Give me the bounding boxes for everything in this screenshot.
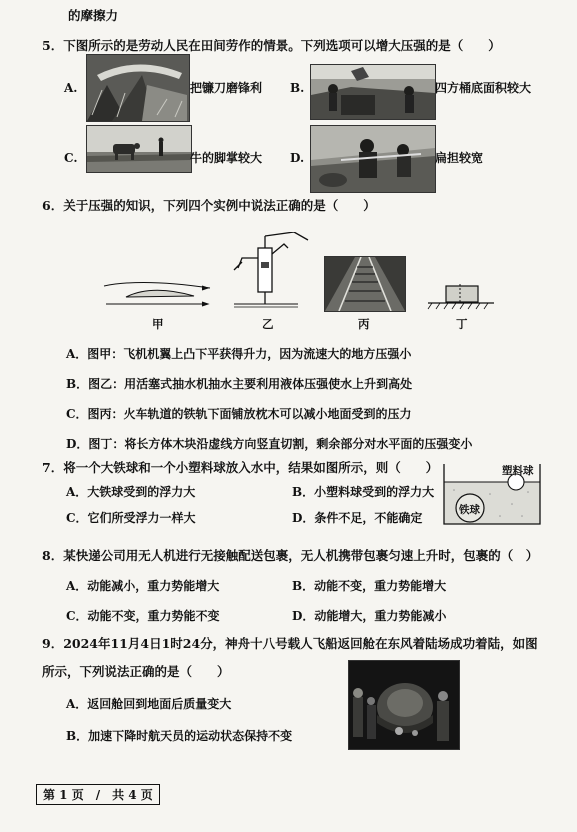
ox-plowing-image <box>87 126 191 172</box>
return-capsule-image <box>349 661 459 749</box>
q6-option-c[interactable]: C．图丙：火车轨道的铁轨下面铺放枕木可以减小地面受到的压力 <box>66 407 412 421</box>
q5-photo-d-pole <box>310 125 436 193</box>
q8-option-d[interactable]: D．动能增大，重力势能减小 <box>292 609 447 623</box>
q7-option-b[interactable]: B．小塑料球受到的浮力大 <box>292 485 435 499</box>
q5-option-b-text[interactable]: 四方桶底面积较大 <box>435 81 532 95</box>
q5-option-d-letter[interactable]: D. <box>290 151 305 165</box>
q7-stem: 7．将一个大铁球和一个小塑料球放入水中，结果如图所示，则（ ） <box>42 460 439 475</box>
q6-wing-figure <box>102 280 212 310</box>
q6-caption-bing: 丙 <box>358 317 370 331</box>
q8-option-c[interactable]: C．动能不变，重力势能不变 <box>66 609 220 623</box>
q5-option-c-text[interactable]: 牛的脚掌较大 <box>190 151 263 165</box>
q6-option-d[interactable]: D．图丁：将长方体木块沿虚线方向竖直切割，剩余部分对水平面的压强变小 <box>66 437 473 451</box>
carrying-pole-image <box>311 126 435 192</box>
q8-option-a[interactable]: A．动能减小，重力势能增大 <box>66 579 220 593</box>
threshing-bucket-image <box>311 65 435 119</box>
q9-stem-line1: 9．2024年11月4日1时24分，神舟十八号载人飞船返回舱在东风着陆场成功着陆，如图 <box>42 636 538 651</box>
q6-pump-figure <box>228 232 314 314</box>
q5-option-a-letter[interactable]: A. <box>64 81 78 95</box>
q5-option-b-letter[interactable]: B. <box>290 81 305 95</box>
q8-stem: 8．某快递公司用无人机进行无接触配送包裹，无人机携带包裹匀速上升时，包裹的（ ） <box>42 548 539 563</box>
q6-block-figure <box>424 284 498 314</box>
q6-caption-yi: 乙 <box>262 317 274 331</box>
q9-stem-line2: 所示，下列说法正确的是（ ） <box>42 664 230 679</box>
q7-option-a[interactable]: A．大铁球受到的浮力大 <box>66 485 196 499</box>
page-number-footer: 第 1 页 / 共 4 页 <box>36 784 160 805</box>
q6-option-a[interactable]: A．图甲：飞机机翼上凸下平获得升力，因为流速大的地方压强小 <box>66 347 412 361</box>
q6-rail-figure <box>324 256 406 312</box>
previous-question-tail: 的摩擦力 <box>68 8 119 23</box>
q5-stem: 5．下图所示的是劳动人民在田间劳作的情景。下列选项可以增大压强的是（ ） <box>42 38 501 53</box>
q6-option-b[interactable]: B．图乙：用活塞式抽水机抽水主要利用液体压强使水上升到高处 <box>66 377 413 391</box>
q7-label-plastic-ball: 塑料球 <box>502 465 534 477</box>
q5-photo-a-sickle <box>86 54 190 122</box>
q9-option-a[interactable]: A．返回舱回到地面后质量变大 <box>66 697 232 711</box>
q5-photo-b-bucket <box>310 64 436 120</box>
q7-label-iron-ball: 铁球 <box>459 504 480 516</box>
q5-option-a-text[interactable]: 把镰刀磨锋利 <box>190 81 263 95</box>
q6-caption-ding: 丁 <box>456 317 468 331</box>
q7-option-d[interactable]: D．条件不足，不能确定 <box>292 511 423 525</box>
railway-track-image <box>325 257 405 311</box>
q9-option-b[interactable]: B．加速下降时航天员的运动状态保持不变 <box>66 729 293 743</box>
q6-caption-jia: 甲 <box>152 317 164 331</box>
q8-option-b[interactable]: B．动能不变，重力势能增大 <box>292 579 447 593</box>
sickle-sharpening-image <box>87 55 189 121</box>
q5-option-d-text[interactable]: 扁担较宽 <box>435 151 484 165</box>
q9-capsule-photo <box>348 660 460 750</box>
q5-photo-c-ox <box>86 125 192 173</box>
q5-option-c-letter[interactable]: C. <box>64 151 78 165</box>
q7-option-c[interactable]: C．它们所受浮力一样大 <box>66 511 196 525</box>
q6-stem: 6．关于压强的知识，下列四个实例中说法正确的是（ ） <box>42 198 376 213</box>
